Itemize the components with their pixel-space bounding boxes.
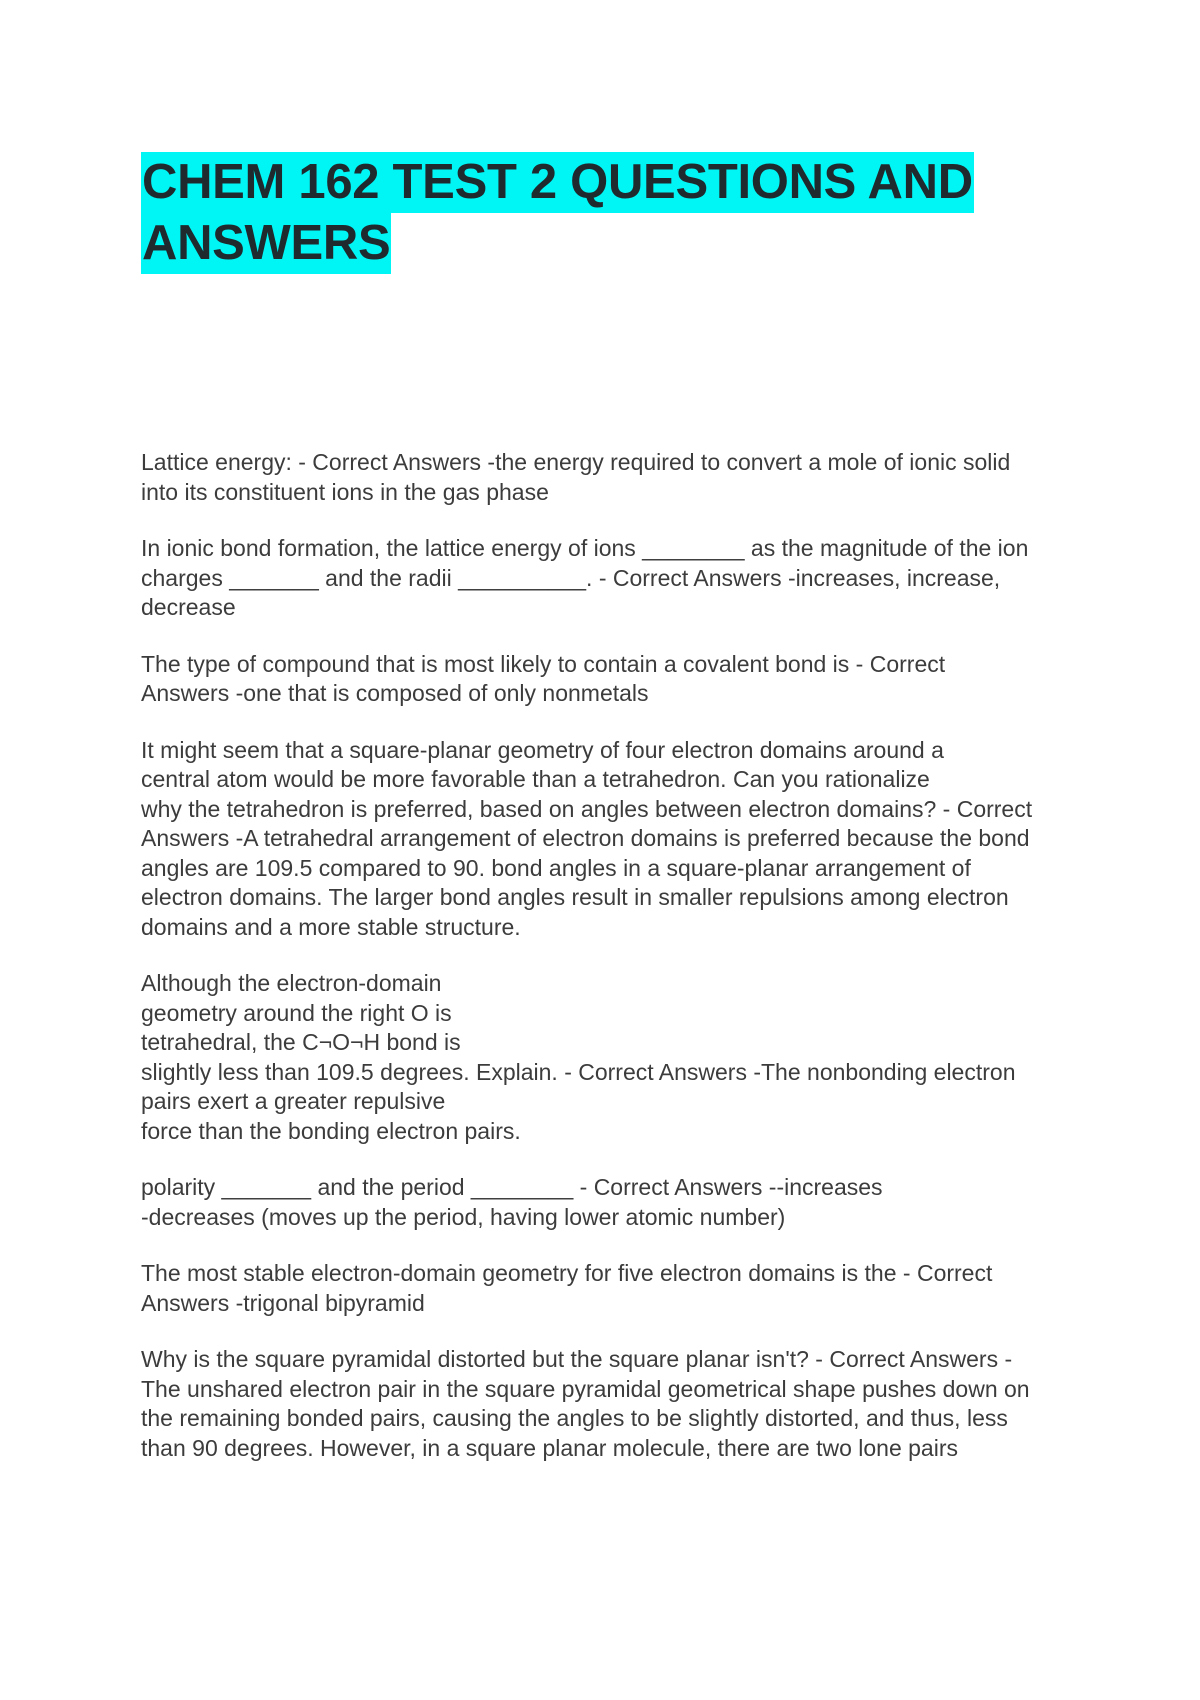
qa-item-five-electron-domains [141,1259,1066,1318]
qa-line: angles are 109.5 compared to 90. bond angles in a square-planar arrangement of [141,854,971,881]
qa-line: central atom would be more favorable than a tetrahedron. Can you rationalize [141,766,930,792]
qa-item-covalent-bond [141,650,1066,709]
document-title-line: CHEM 162 TEST 2 QUESTIONS AND [141,152,974,213]
qa-line: In ionic bond formation, the lattice energy of ions ________ as the magnitude of the ion [141,535,1029,561]
qa-line: Why is the square pyramidal distorted but the square planar isn't? - Correct Answers - [141,1346,1013,1372]
qa-item-lattice-energy [141,448,1066,507]
qa-line: electron domains. The larger bond angles result in smaller repulsions among electron [141,884,1009,910]
qa-item-polarity-period [141,1173,1066,1232]
qa-item-square-pyramidal [141,1345,1066,1463]
document-page [141,152,1066,1461]
qa-item-square-planar-vs-tetrahedron [141,736,1066,943]
qa-line: polarity _______ and the period ________ - Correct Answers --increases [141,1174,883,1200]
qa-line: The type of compound that is most likely to contain a covalent bond is - Correct [141,650,946,677]
qa-line: geometry around the right O is [141,999,452,1026]
qa-list [141,448,1066,1490]
document-title-line: ANSWERS [141,213,391,274]
qa-line: tetrahedral, the C¬O¬H bond is [141,1029,461,1055]
qa-line: charges _______ and the radii __________. - Correct Answers -increases, increase, [141,564,1001,591]
qa-line: pairs exert a greater repulsive [141,1088,446,1114]
qa-line: than 90 degrees. However, in a square planar molecule, there are two lone pairs [141,1434,958,1461]
qa-line: why the tetrahedron is preferred, based on angles between electron domains? - Correct [141,795,1033,822]
qa-item-coh-bond-angle [141,969,1066,1146]
qa-line: the remaining bonded pairs, causing the angles to be slightly distorted, and thus, less [141,1405,1008,1431]
qa-line: -decreases (moves up the period, having lower atomic number) [141,1203,786,1230]
qa-line: It might seem that a square-planar geometry of four electron domains around a [141,736,944,763]
qa-line: into its constituent ions in the gas phase [141,478,549,505]
qa-line: domains and a more stable structure. [141,913,521,940]
qa-line: Answers -A tetrahedral arrangement of electron domains is preferred because the bond [141,825,1030,851]
qa-line: decrease [141,594,236,620]
qa-line: Answers -trigonal bipyramid [141,1289,425,1316]
qa-line: The unshared electron pair in the square pyramidal geometrical shape pushes down on [141,1375,1030,1402]
qa-item-ionic-bond-formation [141,534,1066,623]
qa-line: The most stable electron-domain geometry for five electron domains is the - Correct [141,1260,993,1286]
qa-line: Answers -one that is composed of only nonmetals [141,680,649,706]
qa-line: slightly less than 109.5 degrees. Explain. - Correct Answers -The nonbonding electron [141,1058,1016,1085]
qa-line: Lattice energy: - Correct Answers -the energy required to convert a mole of ionic solid [141,449,1011,475]
qa-line: Although the electron-domain [141,970,442,996]
qa-line: force than the bonding electron pairs. [141,1117,521,1144]
document-title [141,152,1066,274]
